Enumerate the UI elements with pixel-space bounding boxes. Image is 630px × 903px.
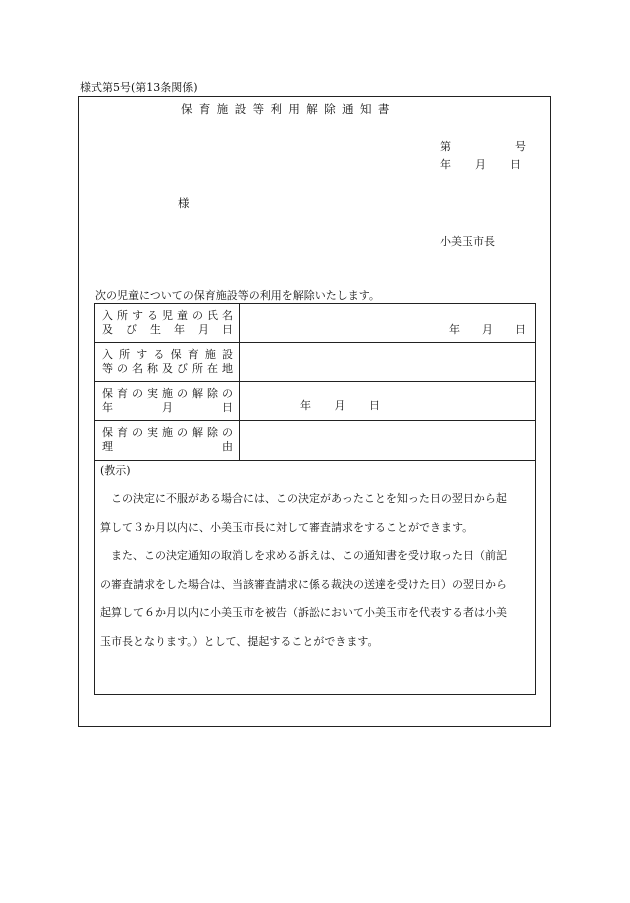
table-row-child (95, 304, 535, 343)
intro-text: 次の児童についての保育施設等の利用を解除いたします。 (95, 289, 380, 302)
notice-line: また、この決定通知の取消しを求める訴えは、この通知書を受け取った日（前記 (100, 549, 507, 562)
cancel-reason-label (95, 421, 240, 460)
cancel-year: 年 (300, 399, 311, 412)
label-line: 保育の実施の解除の (102, 426, 233, 439)
table-row-reason (95, 421, 535, 460)
child-name-label (95, 304, 240, 342)
number-prefix: 第 (440, 140, 451, 153)
facility-field[interactable] (240, 343, 535, 381)
table-row-cancel-date (95, 382, 535, 421)
notice-line: 玉市長となります。）として、提起することができます。 (100, 634, 379, 648)
issue-year: 年 (440, 158, 451, 171)
facility-label (95, 343, 240, 381)
label-line: 保育の実施の解除の (102, 387, 233, 400)
issuer-name: 小美玉市長 (440, 235, 495, 248)
notice-line: この決定に不服がある場合には、この決定があったことを知った日の翌日から起 (100, 492, 507, 505)
cancel-reason-field[interactable] (240, 421, 535, 460)
info-table (94, 303, 536, 461)
document-title: 保育施設等利用解除通知書 (181, 102, 396, 116)
birth-month: 月 (482, 323, 493, 336)
label-line: 及び生年月日 (102, 323, 233, 336)
issue-date (440, 156, 521, 172)
addressee-suffix: 様 (178, 196, 190, 210)
cancel-date-field[interactable] (240, 382, 535, 420)
table-row-facility (95, 343, 535, 382)
birth-year: 年 (449, 323, 460, 336)
birth-day: 日 (515, 323, 526, 336)
issue-month: 月 (475, 158, 486, 171)
child-name-field[interactable] (240, 304, 535, 342)
issue-day: 日 (510, 158, 521, 171)
notice-line: 算して３か月以内に、小美玉市長に対して審査請求をすることができます。 (100, 520, 474, 534)
cancel-month: 月 (334, 399, 346, 412)
label-line: 年月日 (102, 401, 233, 414)
number-suffix: 号 (515, 140, 526, 153)
notice-body (100, 485, 532, 656)
notice-line: の審査請求をした場合は、当該審査請求に係る裁決の送達を受けた日）の翌日から (100, 577, 507, 591)
notice-line: 起算して６か月以内に小美玉市を被告（訴訟において小美玉市を代表する者は小美 (100, 606, 507, 619)
cancel-date (300, 397, 380, 413)
cancel-day: 日 (369, 399, 380, 412)
label-line: 入所する児童の氏名 (102, 309, 233, 322)
label-line: 理由 (102, 440, 233, 453)
form-number-label: 様式第5号(第13条関係) (80, 81, 198, 94)
birth-date (449, 321, 526, 337)
notice-heading: (教示) (100, 464, 131, 477)
appeal-notice (94, 459, 536, 695)
label-line: 入所する保育施設 (102, 348, 233, 361)
cancel-date-label (95, 382, 240, 420)
label-line: 等の名称及び所在地 (102, 362, 233, 375)
document-number (440, 138, 526, 154)
